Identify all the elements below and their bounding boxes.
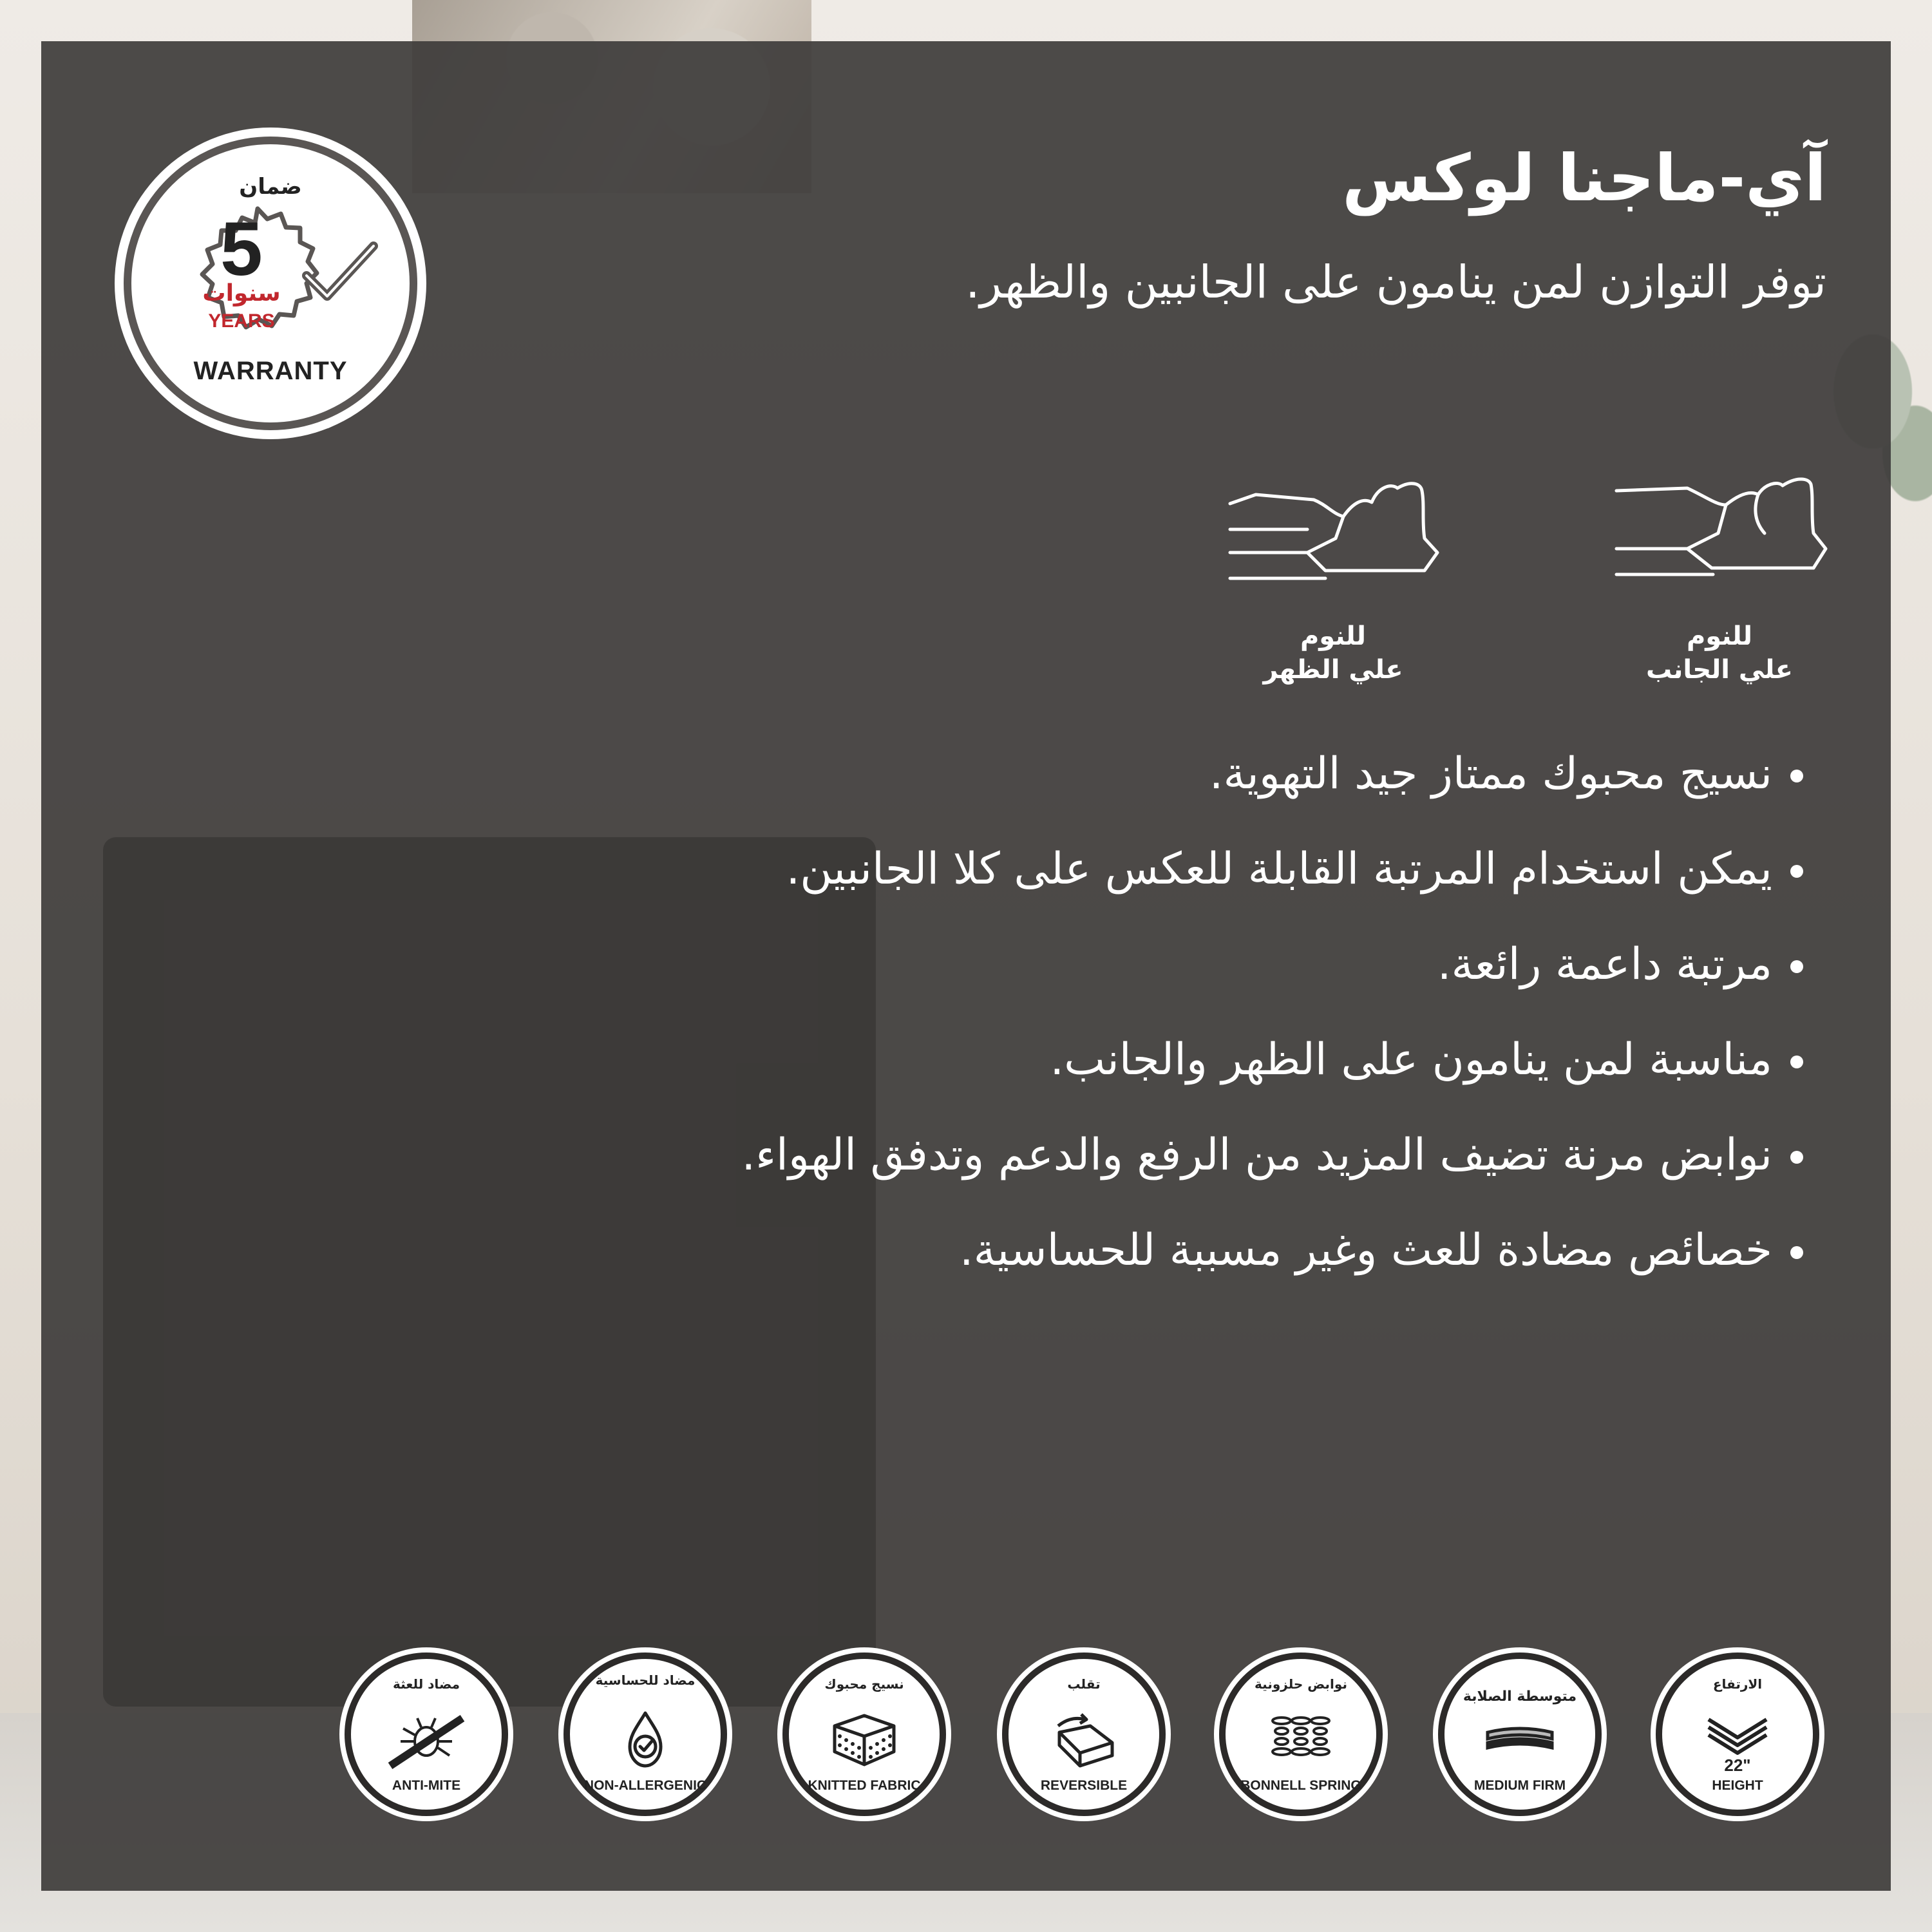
reversible-icon (1045, 1707, 1122, 1777)
bullet-icon (1790, 960, 1803, 973)
warranty-ar-label: ضمان (239, 174, 302, 200)
badge-knitted-fabric: نسيج محبوك KNITTED FABRIC (777, 1647, 951, 1821)
height-icon (1699, 1707, 1776, 1777)
warranty-en-label: WARRANTY (193, 357, 348, 385)
medium-firm-icon (1481, 1707, 1558, 1777)
feature-item: مناسبة لمن ينامون على الظهر والجانب. (741, 1038, 1803, 1133)
warranty-years-number: 5 (220, 207, 263, 292)
warranty-en-years: YEARS (208, 310, 275, 332)
badge-anti-mite: مضاد للعثة ANTI-MITE (339, 1647, 513, 1821)
side-label-line2: علي الجانب (1646, 655, 1793, 685)
feature-item: نسيج محبوك ممتاز جيد التهوية. (741, 752, 1803, 848)
checkmark-icon (301, 237, 379, 308)
badge-reversible: تقلب REVERSIBLE (997, 1647, 1171, 1821)
bullet-icon (1790, 1246, 1803, 1259)
feature-item: يمكن استخدام المرتبة القابلة للعكس على كلا الجانبين. (741, 848, 1803, 943)
bullet-icon (1790, 865, 1803, 878)
feature-list (741, 748, 1803, 1324)
badge-medium-firm: متوسطة الصلابة MEDIUM FIRM (1433, 1647, 1607, 1821)
svg-text:22": 22" (1724, 1756, 1751, 1775)
anti-mite-icon (388, 1707, 465, 1777)
side-label-line1: للنوم (1686, 621, 1753, 651)
feature-item: مرتبة داعمة رائعة. (741, 943, 1803, 1038)
side-sleeper-icon (1604, 471, 1835, 600)
bullet-icon (1790, 770, 1803, 782)
back-label-line1: للنوم (1300, 621, 1367, 651)
feature-item: نوابض مرنة تضيف المزيد من الرفع والدعم وتدفق الهواء. (741, 1133, 1803, 1229)
bullet-icon (1790, 1056, 1803, 1068)
feature-item: خصائص مضادة للعث وغير مسببة للحساسية. (741, 1229, 1803, 1324)
warranty-ar-years: سنوات (202, 280, 281, 307)
non-allergenic-icon (607, 1707, 684, 1777)
badge-bonnell-spring: نوابض حلزونية BONNELL SPRING (1214, 1647, 1388, 1821)
sleep-position-side (1604, 471, 1835, 687)
badge-height: الارتفاع 22" HEIGHT (1651, 1647, 1824, 1821)
warranty-badge (115, 128, 426, 439)
bullet-icon (1790, 1151, 1803, 1164)
badge-non-allergenic: مضاد للحساسية NON-ALLERGENIC (558, 1647, 732, 1821)
back-sleeper-icon (1217, 471, 1449, 600)
back-label-line2: علي الظهر (1263, 655, 1403, 685)
bonnell-spring-icon (1262, 1707, 1340, 1777)
product-title: آي-ماجنا لوكس (1342, 140, 1826, 216)
sleep-position-back (1217, 471, 1449, 687)
product-subtitle: توفر التوازن لمن ينامون على الجانبين والظهر. (965, 256, 1826, 308)
knitted-fabric-icon (826, 1707, 903, 1777)
